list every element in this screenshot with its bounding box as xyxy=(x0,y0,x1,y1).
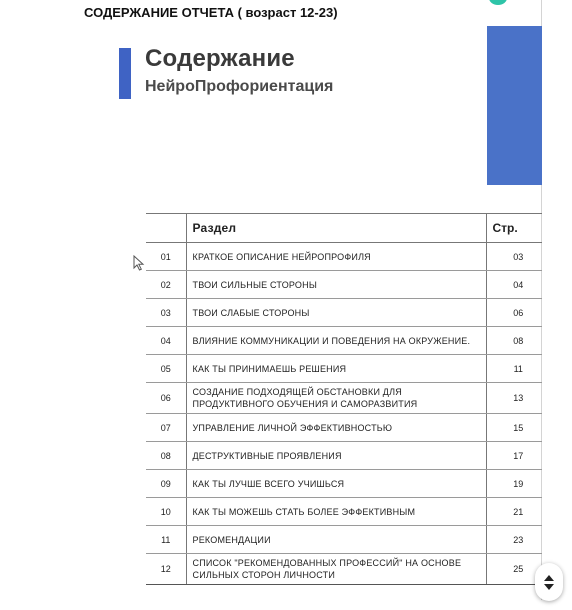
table-row[interactable] xyxy=(146,414,542,442)
title-accent-bar xyxy=(119,48,131,99)
page-heading: СОДЕРЖАНИЕ ОТЧЕТА ( возраст 12-23) xyxy=(84,5,338,20)
table-row[interactable] xyxy=(146,526,542,554)
row-number: 07 xyxy=(146,414,186,442)
table-row[interactable] xyxy=(146,243,542,271)
column-header-number xyxy=(146,214,186,243)
document-title: Содержание xyxy=(145,45,295,72)
table-row[interactable] xyxy=(146,554,542,585)
row-number: 12 xyxy=(146,554,186,585)
table-row[interactable] xyxy=(146,470,542,498)
row-number: 01 xyxy=(146,243,186,271)
table-row[interactable] xyxy=(146,327,542,355)
row-section-title: КАК ТЫ ПРИНИМАЕШЬ РЕШЕНИЯ xyxy=(186,355,486,383)
app-badge-icon[interactable] xyxy=(489,0,507,5)
row-section-title: ТВОИ СИЛЬНЫЕ СТОРОНЫ xyxy=(186,271,486,299)
mouse-pointer-icon xyxy=(133,255,145,271)
row-page-number: 15 xyxy=(486,414,542,442)
row-number: 08 xyxy=(146,442,186,470)
column-header-page: Стр. xyxy=(486,214,542,243)
row-section-title: СПИСОК "РЕКОМЕНДОВАННЫХ ПРОФЕССИЙ" НА ОСНОВЕ СИЛЬНЫХ СТОРОН ЛИЧНОСТИ xyxy=(186,554,486,585)
scroll-button[interactable] xyxy=(535,563,563,601)
table-row[interactable] xyxy=(146,383,542,414)
row-section-title: КАК ТЫ ЛУЧШЕ ВСЕГО УЧИШЬСЯ xyxy=(186,470,486,498)
row-page-number: 13 xyxy=(486,383,542,414)
row-page-number: 25 xyxy=(486,554,542,585)
row-number: 09 xyxy=(146,470,186,498)
row-page-number: 23 xyxy=(486,526,542,554)
row-page-number: 03 xyxy=(486,243,542,271)
row-page-number: 21 xyxy=(486,498,542,526)
table-row[interactable] xyxy=(146,299,542,327)
table-row[interactable] xyxy=(146,498,542,526)
row-page-number: 04 xyxy=(486,271,542,299)
row-section-title: УПРАВЛЕНИЕ ЛИЧНОЙ ЭФФЕКТИВНОСТЬЮ xyxy=(186,414,486,442)
row-page-number: 11 xyxy=(486,355,542,383)
document-subtitle: НейроПрофориентация xyxy=(145,78,334,95)
decorative-blue-block xyxy=(487,26,542,185)
column-header-section: Раздел xyxy=(186,214,486,243)
table-header-row xyxy=(146,214,542,243)
row-number: 02 xyxy=(146,271,186,299)
row-page-number: 08 xyxy=(486,327,542,355)
contents-table xyxy=(146,213,542,585)
row-number: 03 xyxy=(146,299,186,327)
row-page-number: 19 xyxy=(486,470,542,498)
row-number: 04 xyxy=(146,327,186,355)
row-section-title: КАК ТЫ МОЖЕШЬ СТАТЬ БОЛЕЕ ЭФФЕКТИВНЫМ xyxy=(186,498,486,526)
row-page-number: 06 xyxy=(486,299,542,327)
row-section-title: СОЗДАНИЕ ПОДХОДЯЩЕЙ ОБСТАНОВКИ ДЛЯ ПРОДУКТИВНОГО ОБУЧЕНИЯ И САМОРАЗВИТИЯ xyxy=(186,383,486,414)
table-row[interactable] xyxy=(146,442,542,470)
scroll-up-icon[interactable] xyxy=(544,575,554,581)
row-number: 11 xyxy=(146,526,186,554)
row-section-title: РЕКОМЕНДАЦИИ xyxy=(186,526,486,554)
row-section-title: ВЛИЯНИЕ КОММУНИКАЦИИ И ПОВЕДЕНИЯ НА ОКРУЖЕНИЕ. xyxy=(186,327,486,355)
row-number: 10 xyxy=(146,498,186,526)
row-section-title: ТВОИ СЛАБЫЕ СТОРОНЫ xyxy=(186,299,486,327)
row-section-title: ДЕСТРУКТИВНЫЕ ПРОЯВЛЕНИЯ xyxy=(186,442,486,470)
table-row[interactable] xyxy=(146,355,542,383)
row-number: 06 xyxy=(146,383,186,414)
table-row[interactable] xyxy=(146,271,542,299)
row-page-number: 17 xyxy=(486,442,542,470)
scroll-down-icon[interactable] xyxy=(544,584,554,590)
row-section-title: КРАТКОЕ ОПИСАНИЕ НЕЙРОПРОФИЛЯ xyxy=(186,243,486,271)
row-number: 05 xyxy=(146,355,186,383)
